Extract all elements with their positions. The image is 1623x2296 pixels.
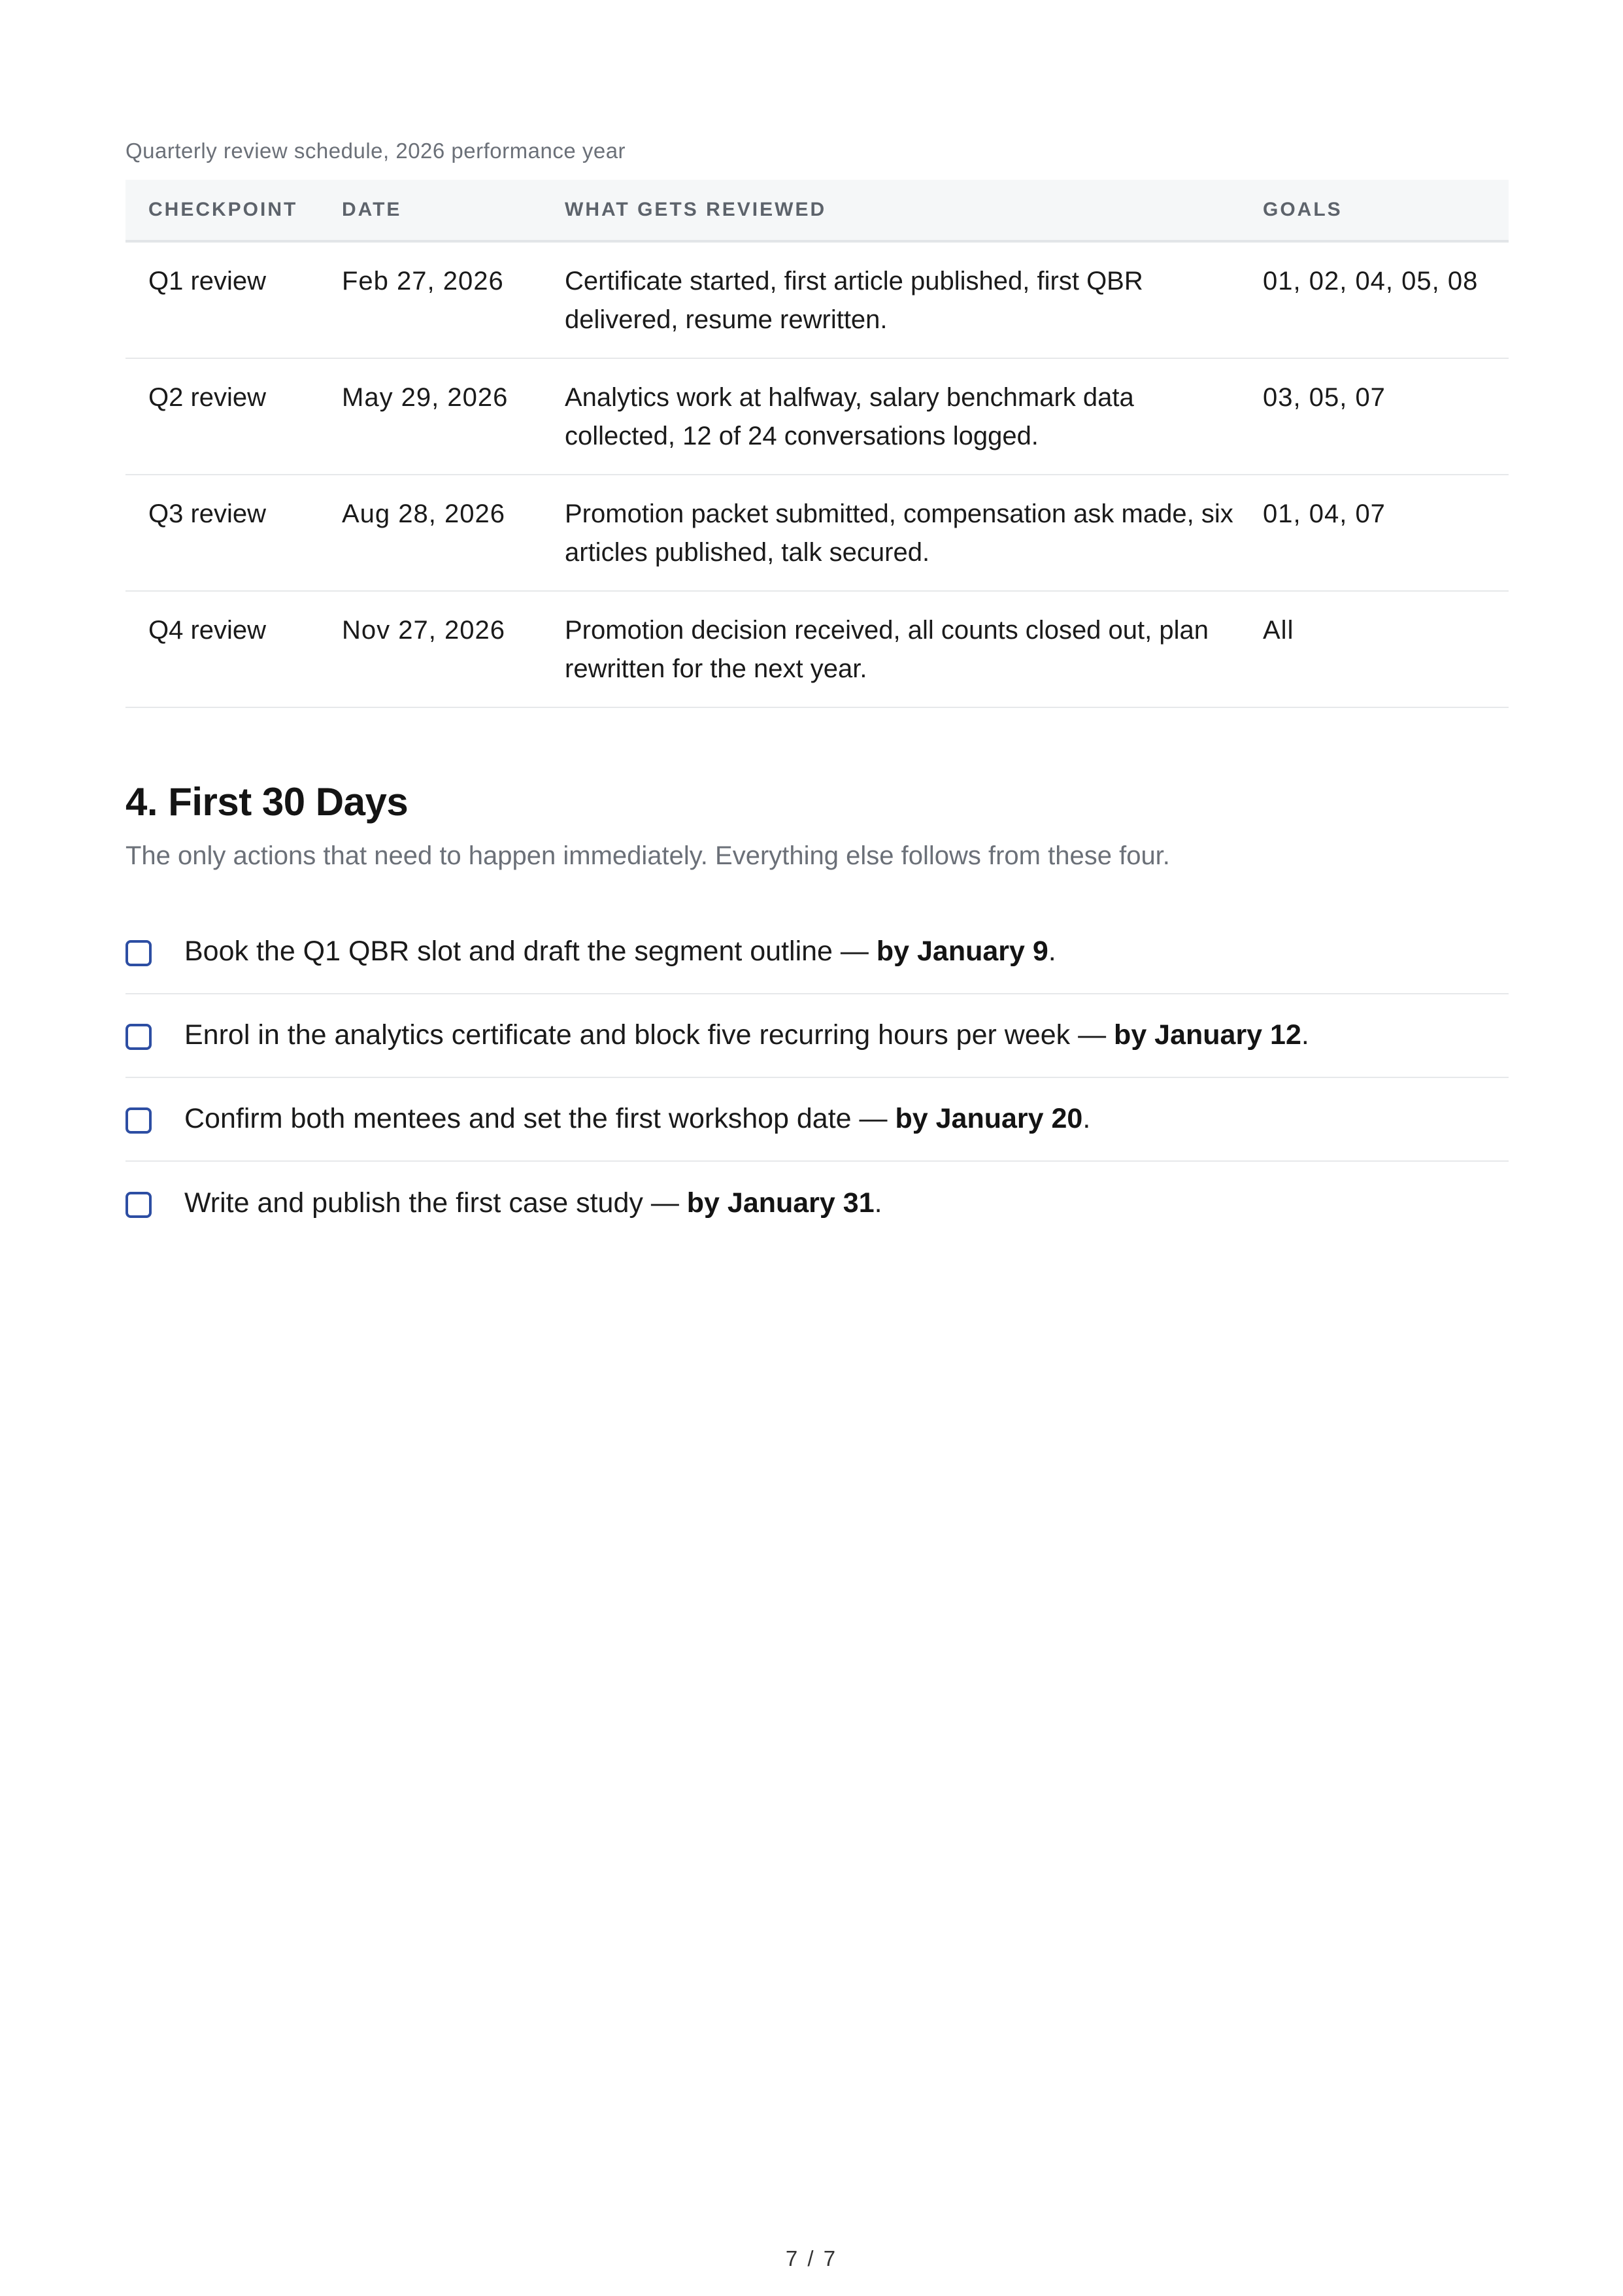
cell-checkpoint: Q1 review bbox=[125, 241, 319, 358]
header-date: DATE bbox=[319, 180, 542, 241]
checklist-item-text bbox=[184, 936, 1056, 968]
table-row bbox=[125, 241, 1509, 358]
cell-checkpoint: Q2 review bbox=[125, 358, 319, 475]
action-description: Book the Q1 QBR slot and draft the segment outline — bbox=[184, 936, 877, 968]
cell-date: Aug 28, 2026 bbox=[319, 475, 542, 591]
checklist-item bbox=[125, 994, 1509, 1078]
header-checkpoint: CHECKPOINT bbox=[125, 180, 319, 241]
checklist-item-text bbox=[184, 1103, 1090, 1135]
page-number: 7 / 7 bbox=[785, 2246, 838, 2271]
action-deadline: by January 31 bbox=[686, 1187, 875, 1219]
checklist-item bbox=[125, 1078, 1509, 1162]
table-row bbox=[125, 475, 1509, 591]
checkbox-icon[interactable] bbox=[125, 1107, 152, 1134]
header-goals: GOALS bbox=[1240, 180, 1509, 241]
cell-checkpoint: Q4 review bbox=[125, 591, 319, 707]
cell-reviewed: Analytics work at halfway, salary benchmark data collected, 12 of 24 conversations logged. bbox=[542, 358, 1240, 475]
table-row bbox=[125, 358, 1509, 475]
cell-reviewed: Certificate started, first article published, first QBR delivered, resume rewritten. bbox=[542, 241, 1240, 358]
checkbox-icon[interactable] bbox=[125, 1024, 152, 1050]
cell-goals: 01, 04, 07 bbox=[1240, 475, 1509, 591]
cell-date: May 29, 2026 bbox=[319, 358, 542, 475]
cell-goals: All bbox=[1240, 591, 1509, 707]
cell-date: Feb 27, 2026 bbox=[319, 241, 542, 358]
action-deadline: by January 20 bbox=[895, 1103, 1083, 1135]
action-deadline: by January 12 bbox=[1114, 1019, 1301, 1051]
action-deadline: by January 9 bbox=[876, 936, 1048, 968]
cell-goals: 03, 05, 07 bbox=[1240, 358, 1509, 475]
cell-reviewed: Promotion packet submitted, compensation ask made, six articles published, talk secured. bbox=[542, 475, 1240, 591]
section-title: 4. First 30 Days bbox=[125, 779, 409, 824]
action-checklist bbox=[125, 911, 1509, 1245]
table-header-row bbox=[125, 180, 1509, 241]
document-page bbox=[125, 137, 1509, 1245]
table-row bbox=[125, 591, 1509, 707]
checklist-item-text bbox=[184, 1187, 882, 1219]
checkbox-icon[interactable] bbox=[125, 940, 152, 966]
review-schedule-table bbox=[125, 180, 1509, 708]
action-description: Enrol in the analytics certificate and block five recurring hours per week — bbox=[184, 1019, 1114, 1051]
section-subtitle: The only actions that need to happen immediately. Everything else follows from these four. bbox=[125, 841, 1170, 870]
action-end: . bbox=[1048, 936, 1056, 968]
cell-goals: 01, 02, 04, 05, 08 bbox=[1240, 241, 1509, 358]
cell-checkpoint: Q3 review bbox=[125, 475, 319, 591]
cell-date: Nov 27, 2026 bbox=[319, 591, 542, 707]
action-end: . bbox=[1082, 1103, 1091, 1135]
action-end: . bbox=[1301, 1019, 1309, 1051]
action-description: Write and publish the first case study — bbox=[184, 1187, 687, 1219]
cell-reviewed: Promotion decision received, all counts closed out, plan rewritten for the next year. bbox=[542, 591, 1240, 707]
action-end: . bbox=[874, 1187, 882, 1219]
action-description: Confirm both mentees and set the first workshop date — bbox=[184, 1103, 895, 1135]
checklist-item-text bbox=[184, 1019, 1309, 1051]
checklist-item bbox=[125, 1162, 1509, 1245]
checkbox-icon[interactable] bbox=[125, 1192, 152, 1218]
table-caption: Quarterly review schedule, 2026 performance year bbox=[125, 139, 626, 163]
header-what-gets-reviewed: WHAT GETS REVIEWED bbox=[542, 180, 1240, 241]
checklist-item bbox=[125, 911, 1509, 994]
